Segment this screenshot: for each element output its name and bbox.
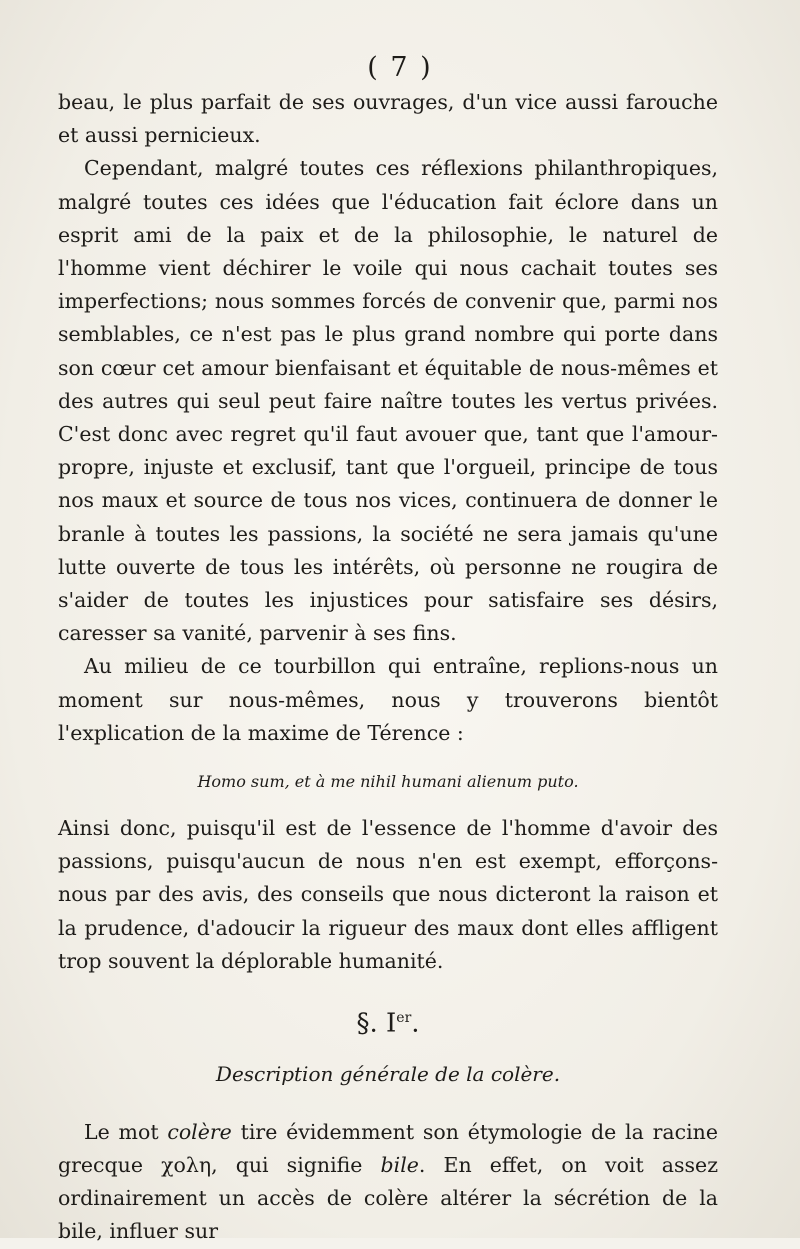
section-end: . xyxy=(411,1008,420,1039)
etymology-text-4: . En effet, on voit assez ordinairement un accès de colère altérer la sécrétion de la bile, influer sur xyxy=(58,1152,718,1244)
section-heading: Description générale de la colère. xyxy=(215,1061,561,1086)
paragraph-cependant: Cependant, malgré toutes ces réflexions philanthropiques, malgré toutes ces idées que l'éducation fait éclore dans un esprit ami de la paix et de la philosophie, le naturel de l'homme vient déchirer le voile qui nous cachait toutes ses imperfections; nous sommes forcés de convenir que, parmi nos semblables, ce n'est pas le plus grand nombre qui porte dans son cœur cet amour bienfaisant et équitable de nous-mêmes et des autres qui seul peut faire naître toutes les vertus privées. C'est donc avec regret qu'il faut avouer que, tant que l'amour-propre, injuste et exclusif, tant que l'orgueil, principe de tous nos maux et source de tous nos vices, continuera de donner le branle à toutes les passions, la société ne sera jamais qu'une lutte ouverte de tous les intérêts, où personne ne rougira de s'aider de toutes les injustices pour satisfaire ses désirs, caresser sa vanité, parvenir à ses fins. xyxy=(58,156,718,646)
section-marker xyxy=(58,1002,718,1040)
etymology-text-3: , qui signifie xyxy=(211,1152,381,1177)
latin-quote: Homo sum, et à me nihil humani alienum puto. xyxy=(197,772,579,792)
paragraph-etymology xyxy=(58,1116,718,1249)
paragraph-tourbillon: Au milieu de ce tourbillon qui entraîne, replions-nous un moment sur nous-mêmes, nous y trouverons bientôt l'explication de la maxime de Térence : xyxy=(58,654,718,745)
etymology-word-bile: bile xyxy=(380,1152,419,1177)
etymology-text-2: tire évidemment son étymologie de la racine grecque xyxy=(58,1119,719,1177)
paragraph-continuation: beau, le plus parfait de ses ouvrages, d'un vice aussi farouche et aussi pernicieux. xyxy=(58,90,718,148)
etymology-greek-word: χολη xyxy=(161,1152,212,1177)
section-symbol: §. I xyxy=(356,1008,397,1039)
page-number: ( 7 ) xyxy=(367,52,433,83)
etymology-word-colere: colère xyxy=(167,1119,232,1144)
body-text xyxy=(58,86,718,1249)
section-superscript: er xyxy=(396,1010,412,1027)
etymology-text-1: Le mot xyxy=(84,1119,168,1144)
paragraph-ainsi-donc: Ainsi donc, puisqu'il est de l'essence de l'homme d'avoir des passions, puisqu'aucun de nous n'en est exempt, efforçons-nous par des avis, des conseils que nous dicteront la raison et la prudence, d'adoucir la rigueur des maux dont elles affligent trop souvent la déplorable humanité. xyxy=(58,816,718,973)
